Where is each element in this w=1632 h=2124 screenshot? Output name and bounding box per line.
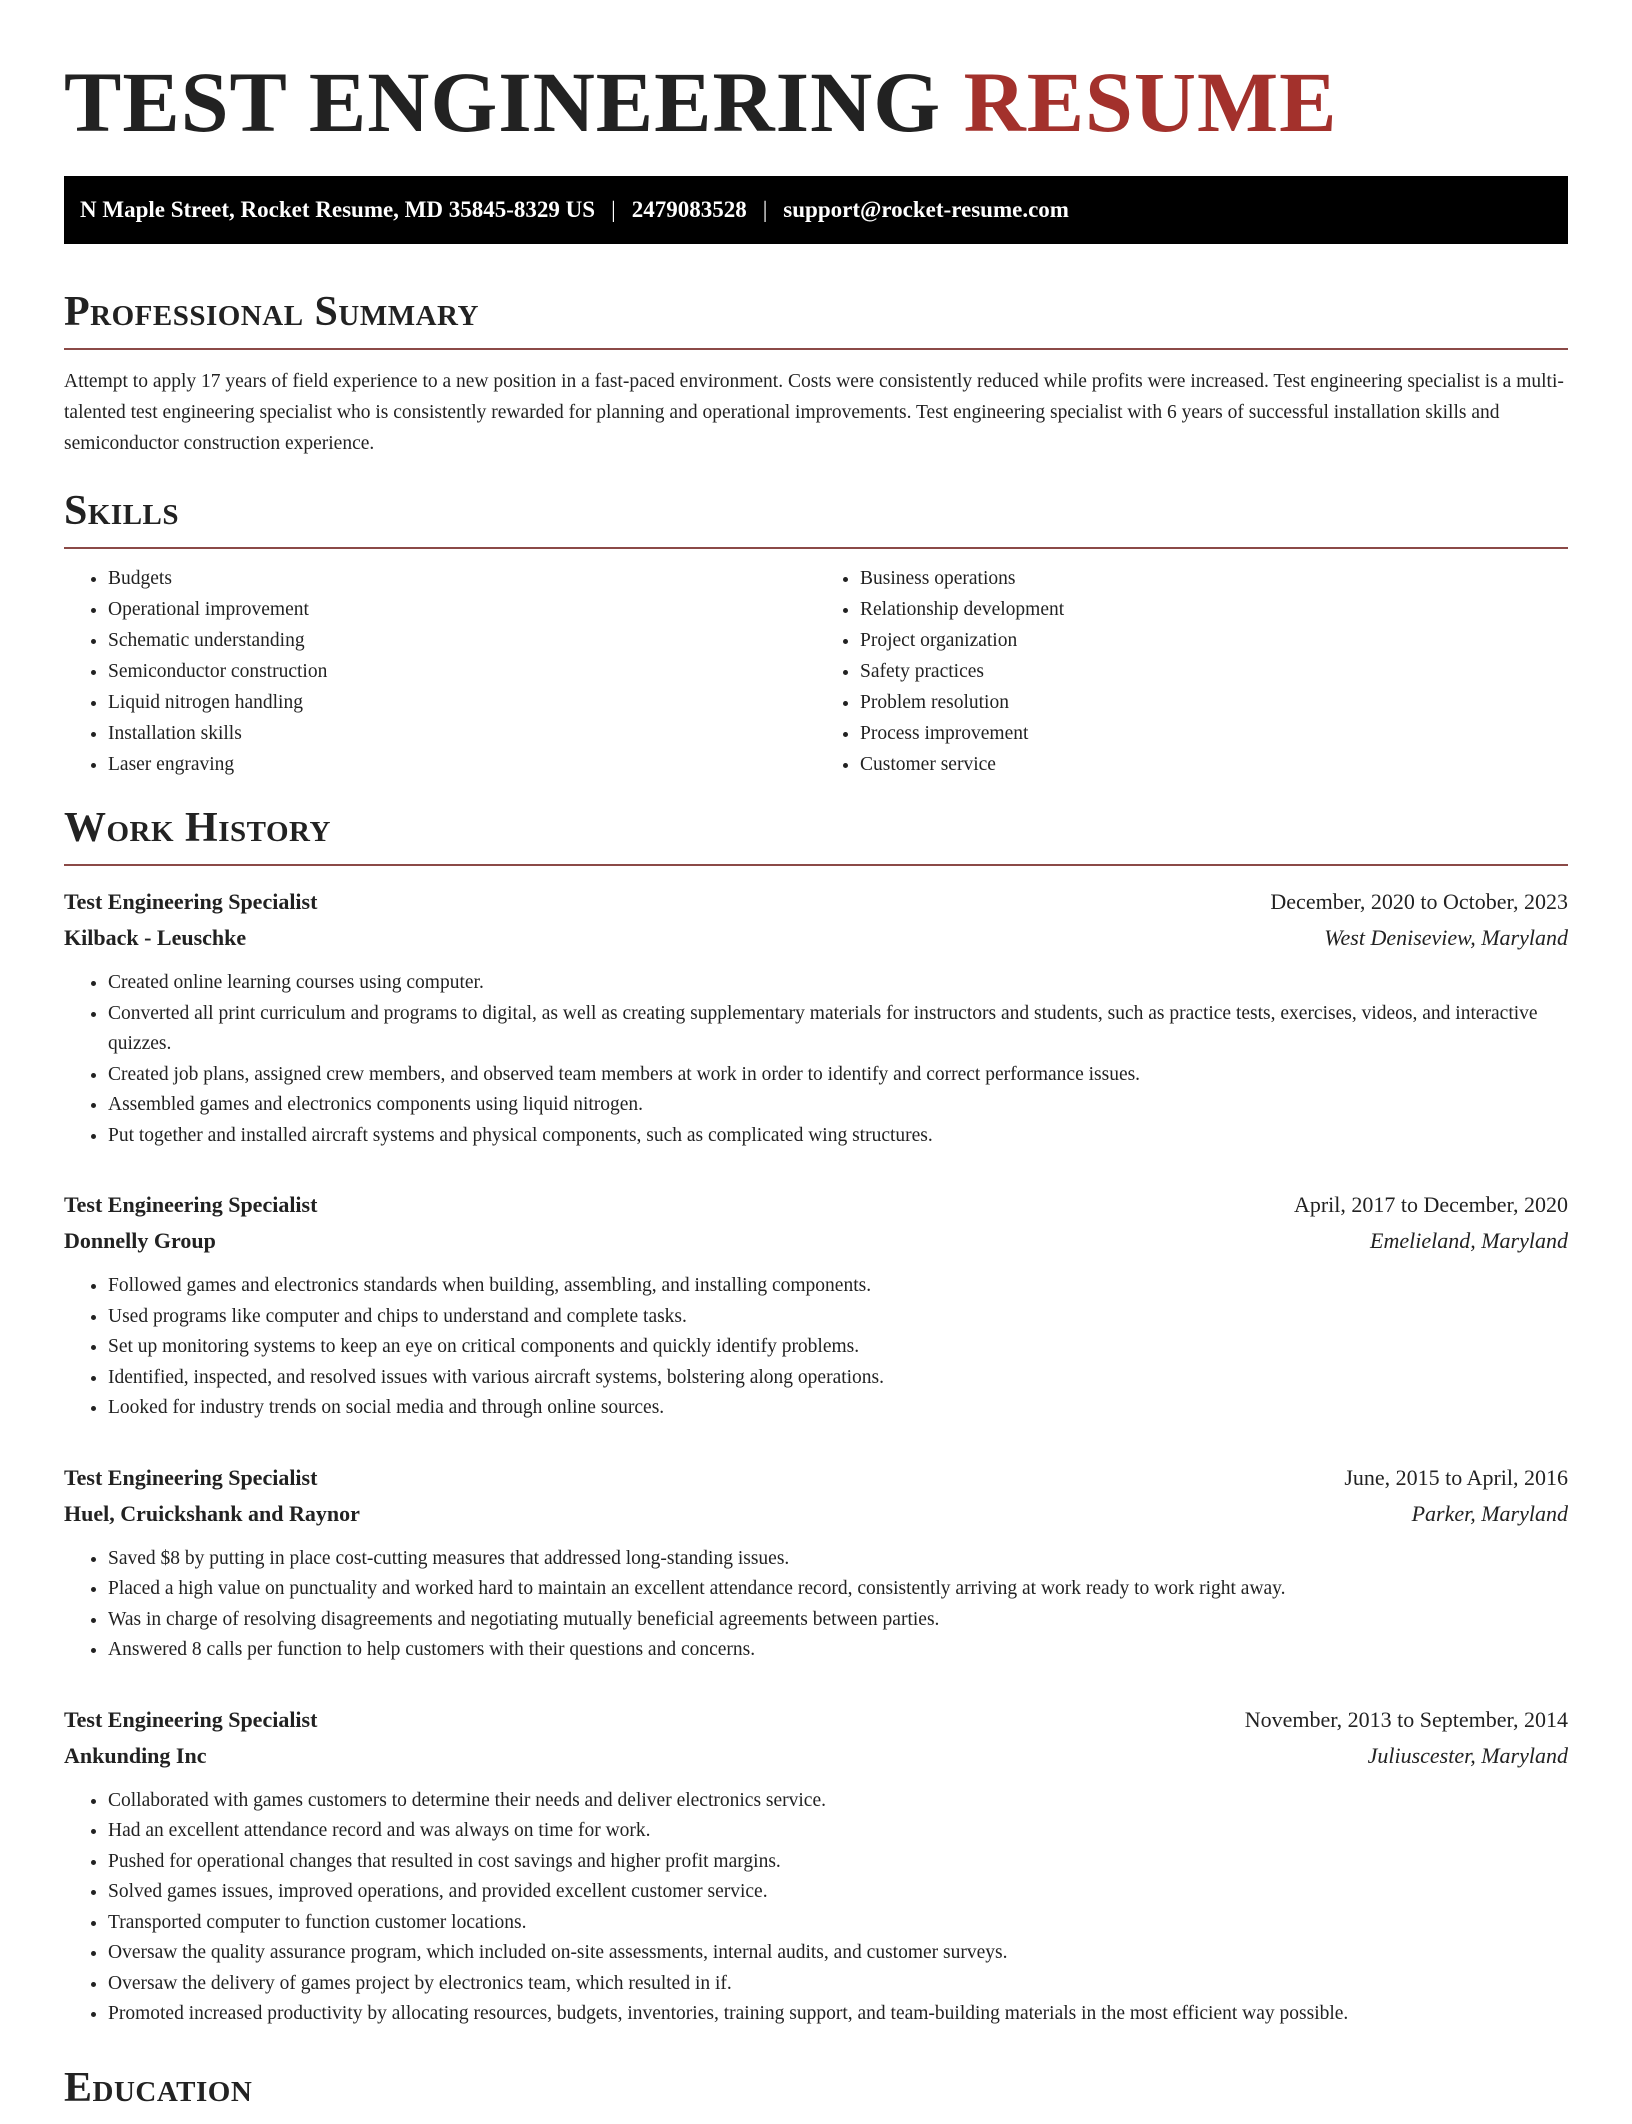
job-company: Donnelly Group: [64, 1228, 216, 1253]
job-bullet: • Assembled games and electronics components using liquid nitrogen.: [108, 1090, 1568, 1121]
job-bullet: • Followed games and electronics standards when building, assembling, and installing components.: [108, 1271, 1568, 1302]
title-part-accent: RESUME: [963, 54, 1338, 150]
job-bullet: • Pushed for operational changes that resulted in cost savings and higher profit margins.: [108, 1847, 1568, 1878]
skill-item: • Liquid nitrogen handling: [108, 687, 816, 718]
job-bullet: • Solved games issues, improved operations, and provided excellent customer service.: [108, 1877, 1568, 1908]
job-bullet: • Created online learning courses using computer.: [108, 968, 1568, 999]
job-dates: June, 2015 to April, 2016: [1344, 1464, 1568, 1490]
job-entry: [64, 884, 1568, 1151]
job-bullet: • Promoted increased productivity by allocating resources, budgets, inventories, training support, and team-building materials in the most efficient way possible.: [108, 1999, 1568, 2030]
skill-item: • Process improvement: [860, 718, 1568, 749]
job-company: Huel, Cruickshank and Raynor: [64, 1500, 360, 1526]
skill-item: • Project organization: [860, 625, 1568, 656]
skills-column-left: [64, 563, 816, 780]
skills-list: [64, 563, 1568, 780]
contact-separator: |: [611, 197, 616, 222]
job-dates: April, 2017 to December, 2020: [1293, 1192, 1568, 1217]
job-entry: [64, 1460, 1568, 1666]
work-history-heading: Work History: [64, 804, 1568, 866]
contact-address: N Maple Street, Rocket Resume, MD 35845-8329 US: [80, 197, 596, 222]
skill-item: • Installation skills: [108, 718, 816, 749]
job-dates: November, 2013 to September, 2014: [1244, 1706, 1568, 1732]
job-bullets: [64, 968, 1568, 1151]
work-history-list: [64, 884, 1568, 2030]
job-header-row: [64, 1187, 1568, 1223]
skill-item: • Problem resolution: [860, 687, 1568, 718]
job-bullet: • Had an excellent attendance record and was always on time for work.: [108, 1816, 1568, 1847]
skill-item: • Business operations: [860, 563, 1568, 594]
resume-title: [64, 0, 1568, 150]
job-bullets: [64, 1786, 1568, 2030]
skill-item: • Schematic understanding: [108, 625, 816, 656]
job-bullet: • Used programs like computer and chips to understand and complete tasks.: [108, 1302, 1568, 1333]
job-title: Test Engineering Specialist: [64, 889, 318, 914]
job-dates: December, 2020 to October, 2023: [1270, 889, 1568, 914]
job-company-row: [64, 1738, 1568, 1774]
job-bullet: • Put together and installed aircraft systems and physical components, such as complicated wing structures.: [108, 1121, 1568, 1152]
job-company: Ankunding Inc: [64, 1742, 207, 1768]
job-location: West Deniseview, Maryland: [1324, 925, 1568, 950]
job-bullet: • Was in charge of resolving disagreements and negotiating mutually beneficial agreements between parties.: [108, 1605, 1568, 1636]
job-company-row: [64, 920, 1568, 956]
job-bullets: [64, 1544, 1568, 1666]
job-header-row: [64, 884, 1568, 920]
job-bullets: [64, 1271, 1568, 1424]
job-company: Kilback - Leuschke: [64, 925, 247, 950]
job-bullet: • Saved $8 by putting in place cost-cutting measures that addressed long-standing issues.: [108, 1544, 1568, 1575]
job-title: Test Engineering Specialist: [64, 1464, 318, 1490]
skills-heading: Skills: [64, 487, 1568, 549]
contact-email[interactable]: support@rocket-resume.com: [783, 197, 1069, 222]
skill-item: • Customer service: [860, 749, 1568, 780]
skill-item: • Relationship development: [860, 594, 1568, 625]
job-bullet: • Created job plans, assigned crew members, and observed team members at work in order to identify and correct performance issues.: [108, 1060, 1568, 1091]
job-bullet: • Collaborated with games customers to determine their needs and deliver electronics service.: [108, 1786, 1568, 1817]
job-header-row: [64, 1702, 1568, 1738]
job-bullet: • Looked for industry trends on social media and through online sources.: [108, 1393, 1568, 1424]
job-bullet: • Converted all print curriculum and programs to digital, as well as creating supplementary materials for instructors and students, such as practice tests, exercises, videos, and interactive quizzes.: [108, 999, 1568, 1060]
job-bullet: • Set up monitoring systems to keep an eye on critical components and quickly identify problems.: [108, 1332, 1568, 1363]
skill-item: • Operational improvement: [108, 594, 816, 625]
job-bullet: • Oversaw the quality assurance program, which included on-site assessments, internal audits, and customer surveys.: [108, 1938, 1568, 1969]
job-title: Test Engineering Specialist: [64, 1706, 318, 1732]
job-bullet: • Identified, inspected, and resolved issues with various aircraft systems, bolstering along operations.: [108, 1363, 1568, 1394]
skill-item: • Safety practices: [860, 656, 1568, 687]
job-entry: [64, 1187, 1568, 1424]
job-entry: [64, 1702, 1568, 2030]
title-part-main: TEST ENGINEERING: [64, 54, 942, 150]
job-title: Test Engineering Specialist: [64, 1192, 318, 1217]
skill-item: • Laser engraving: [108, 749, 816, 780]
job-company-row: [64, 1496, 1568, 1532]
job-header-row: [64, 1460, 1568, 1496]
skill-item: • Semiconductor construction: [108, 656, 816, 687]
contact-phone[interactable]: 2479083528: [631, 197, 747, 222]
job-bullet: • Placed a high value on punctuality and worked hard to maintain an excellent attendance record, consistently arriving at work ready to work right away.: [108, 1574, 1568, 1605]
summary-text: Attempt to apply 17 years of field experience to a new position in a fast-paced environment. Costs were consistently reduced while profits were increased. Test engineering specialist is a multi-talented test engineering specialist who is consistently rewarded for planning and operational improvements. Test engineering specialist with 6 years of successful installation skills and semiconductor construction experience.: [64, 371, 1564, 454]
job-bullet: • Answered 8 calls per function to help customers with their questions and concerns.: [108, 1635, 1568, 1666]
job-location: Parker, Maryland: [1411, 1500, 1568, 1526]
skills-column-right: [816, 563, 1568, 780]
skill-item: • Budgets: [108, 563, 816, 594]
contact-bar: [64, 176, 1568, 244]
job-company-row: [64, 1223, 1568, 1259]
summary-heading: Professional Summary: [64, 288, 1568, 350]
job-location: Emelieland, Maryland: [1370, 1228, 1568, 1253]
job-location: Juliuscester, Maryland: [1367, 1742, 1568, 1768]
education-heading: Education: [64, 2064, 253, 2111]
job-bullet: • Oversaw the delivery of games project by electronics team, which resulted in if.: [108, 1969, 1568, 2000]
contact-separator: |: [762, 197, 768, 222]
job-bullet: • Transported computer to function customer locations.: [108, 1908, 1568, 1939]
